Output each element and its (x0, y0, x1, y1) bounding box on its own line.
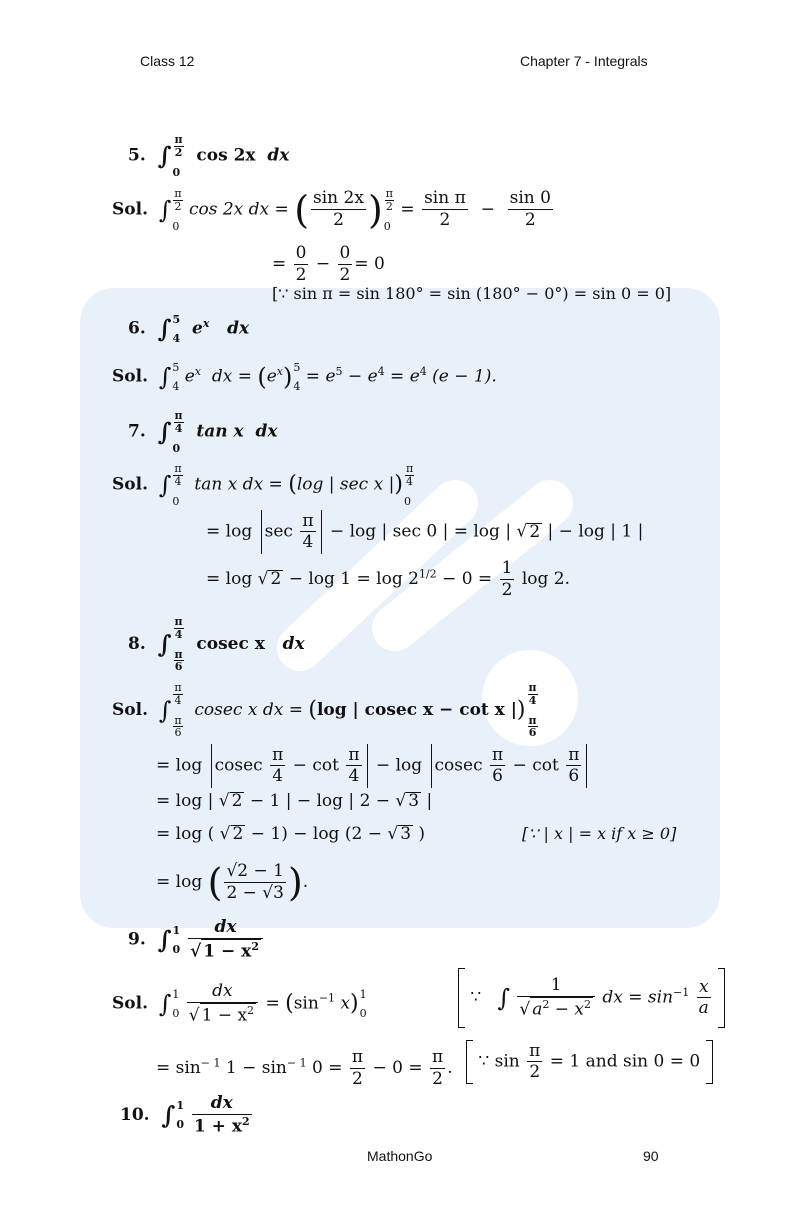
page-number: 90 (643, 1148, 659, 1164)
solution-6: Sol. ∫ 5 4 $e^x$ dx = $(e^x)$ 5 4 = $e^5 - e^4 = e^4$ (e − 1). (112, 361, 497, 393)
solution-5-note: [∵ sin π = sin 180° = sin (180° − 0°) = sin 0 = 0] (272, 284, 672, 303)
solution-5-line-2: = $\frac{0}{2}$ − $\frac{0}{2}$ = 0 (272, 243, 385, 285)
question-6: 6. ∫ 5 4 $e^x$ dx (128, 313, 250, 345)
solution-8-line-3: = log | √ 2 − 1 | − log | 2 − √ 3 | (156, 791, 433, 811)
solution-7-line-3: = log √ $2 - \log 1 = \log 2^{1/2} - 0$ = $\frac{1}{2}$ log 2. (206, 558, 570, 600)
solution-8-line-1: Sol. ∫ π 4 π 6 cosec x dx = (log | cosec x − cot x |) π 4 π 6 (112, 681, 537, 740)
footer-brand: MathonGo (367, 1148, 433, 1164)
header-chapter: Chapter 7 - Integrals (520, 53, 648, 69)
solution-8-line-5: = log ( $\frac{√2 - 1}{2 - √3}$ ). (156, 860, 309, 905)
solution-9-line-1: Sol. ∫ 1 0 $\frac{dx}{√ 1 - x^2}$ = ($\sin^{-1}$ x) 1 0 (112, 981, 367, 1026)
solution-8-line-2: = log cosec $\frac{\pi}{4}$ − cot $\frac{\pi}{4}$ − log cosec $\frac{\pi}{6}$ − cot $\frac{\pi}{6}$ (156, 744, 590, 788)
solution-9-line-2: = $\sin^{- 1} 1 - \sin^{- 1} 0$ = $\frac{\pi}{2}$ − 0 = $\frac{\pi}{2}$ . (156, 1047, 453, 1089)
question-10: 10. ∫ 1 0 $\frac{dx}{1 + x^2}$ (120, 1093, 250, 1137)
solution-7-line-2: = log sec $\frac{\pi}{4}$ − log | sec 0 | = log | √ 2 | − log | 1 | (206, 510, 644, 553)
solution-7-line-1: Sol. ∫ π 4 0 tan x dx = (log | sec x |) π 4 0 (112, 462, 414, 508)
solution-9-note-2: ∵ sin $\frac{\pi}{2}$ = 1 and sin 0 = 0 (466, 1040, 713, 1084)
solution-5-line-1: Sol. ∫ π 2 0 cos 2x dx = ( $\frac{\sin 2x}{2}$ ) π 2 0 = $\frac{\text{sin π}}{2}$ − $\frac{\sin 0}{2}$ (112, 187, 551, 233)
solution-8-line-4: = log ( √ 2 − 1) − log (2 − √ 3 ) (156, 824, 426, 844)
solution-8-note: [∵ | x | = x if x ≥ 0] (522, 824, 677, 843)
question-9: 9. ∫ 1 0 $\frac{dx}{√ 1 - x^2}$ (128, 918, 265, 962)
question-5: 5. ∫ π 2 0 cos 2x dx (128, 133, 290, 179)
question-7: 7. ∫ π 4 0 tan x dx (128, 409, 278, 455)
solution-9-note: ∵ ∫ $\frac{1}{√ a^2 - x^2}$ dx = $\sin^{-1}$ $\frac{x}{a}$ (458, 968, 725, 1028)
header-class: Class 12 (140, 53, 195, 69)
question-8: 8. ∫ π 4 π 6 cosec x dx (128, 615, 305, 674)
